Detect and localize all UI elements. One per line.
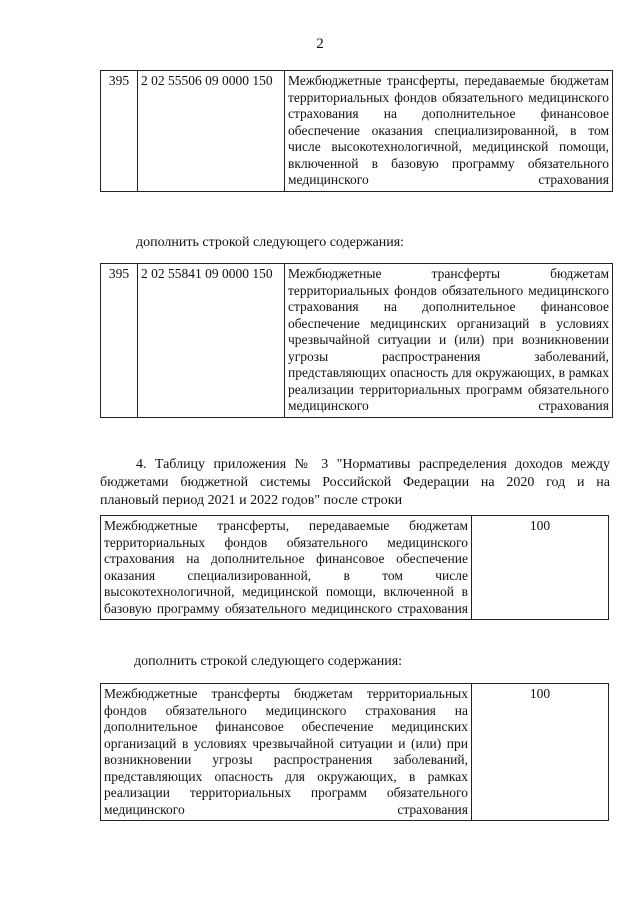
paragraph-line: 4. Таблицу приложения № 3 "Нормативы распределения доходов между — [136, 457, 610, 472]
kbk-code-cell: 2 02 55506 09 0000 150 — [138, 71, 285, 192]
paragraph-line: плановый период 2021 и 2022 годов" после строки — [100, 493, 403, 508]
table-row — [101, 516, 609, 620]
norm-percent-cell: 100 — [472, 516, 609, 620]
revenue-code-table-existing-row — [100, 70, 613, 192]
norm-percent-cell: 100 — [472, 684, 609, 821]
supplement-instruction-2: дополнить строкой следующего содержания: — [134, 654, 403, 669]
revenue-name-cell: Межбюджетные трансферты, передаваемые бюджетам территориальных фондов обязательного медицинского страхования на дополнительное финансовое обеспечение оказания специализированной, в том числе высокотехнологичной, медицинской помощи, включенной в базовую программу обязательного медицинского страхования — [285, 71, 613, 192]
table-row — [101, 71, 613, 192]
paragraph-line: бюджетами бюджетной системы Российской Федерации на 2020 год и на — [100, 475, 610, 490]
kbk-code-cell: 2 02 55841 09 0000 150 — [138, 264, 285, 418]
revenue-code-table-new-row — [100, 263, 613, 418]
revenue-name-cell: Межбюджетные трансферты бюджетам территориальных фондов обязательного медицинского страхования на дополнительное финансовое обеспечение медицинских организаций в условиях чрезвычайной ситуации и (или) при возникновении угрозы распространения заболеваний, представляющих опасность для окружающих, в рамках реализации территориальных программ обязательного медицинского страхования — [101, 684, 472, 821]
supplement-instruction-1: дополнить строкой следующего содержания: — [136, 235, 405, 250]
admin-code-cell: 395 — [101, 71, 138, 192]
revenue-name-cell: Межбюджетные трансферты, передаваемые бюджетам территориальных фондов обязательного медицинского страхования на дополнительное финансовое обеспечение оказания специализированной, в том числе высокотехнологичной, медицинской помощи, включенной в базовую программу обязательного медицинского страхования — [101, 516, 472, 620]
page-number: 2 — [316, 36, 324, 52]
admin-code-cell: 395 — [101, 264, 138, 418]
distribution-norms-table-new-row — [100, 683, 609, 821]
distribution-norms-table-existing-row — [100, 515, 609, 620]
amendment-paragraph-4 — [100, 456, 610, 510]
revenue-name-cell: Межбюджетные трансферты бюджетам территориальных фондов обязательного медицинского страхования на дополнительное финансовое обеспечение медицинских организаций в условиях чрезвычайной ситуации и (или) при возникновении угрозы распространения заболеваний, представляющих опасность для окружающих, в рамках реализации территориальных программ обязательного медицинского страхования — [285, 264, 613, 418]
table-row — [101, 684, 609, 821]
table-row — [101, 264, 613, 418]
